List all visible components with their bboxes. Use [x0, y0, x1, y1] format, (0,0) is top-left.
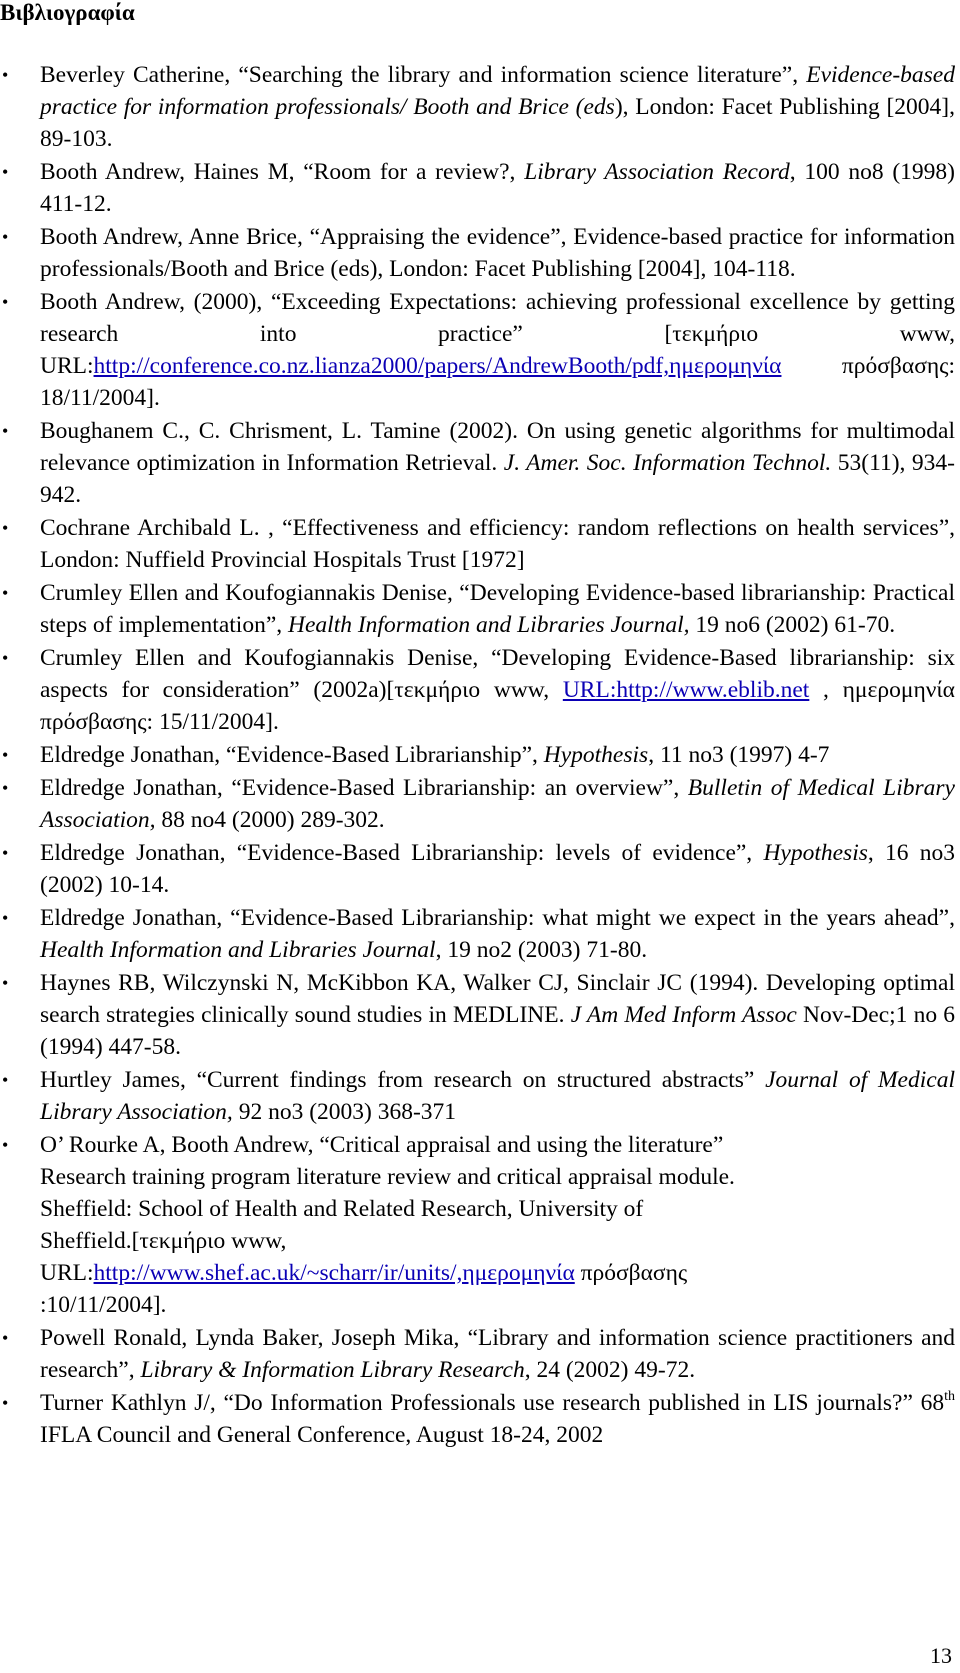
reference-text: , 24 (2002) 49-72.: [524, 1357, 696, 1383]
reference-item: [0, 59, 955, 155]
bullet-icon: •: [2, 745, 9, 765]
bibliography-list: [0, 59, 955, 1452]
reference-text: Crumley Ellen and Koufogiannakis Denise, “Developing Evidence-Based librarianship: six aspects for consideration” (2002a)[τεκμήριο www,: [40, 645, 955, 703]
reference-text: , 11 no3 (1997) 4-7: [648, 742, 830, 768]
reference-item: [0, 837, 955, 901]
reference-text: 19 no6 (2002) 61-70.: [689, 612, 896, 638]
reference-text: 88 no4 (2000) 289-302.: [155, 807, 385, 833]
reference-text: Eldredge Jonathan, “Evidence-Based Librarianship: levels of evidence”,: [40, 840, 764, 866]
reference-italic-text: J Am Med Inform Assoc: [570, 1002, 797, 1028]
bullet-icon: •: [2, 1135, 9, 1155]
reference-italic-text: Evidence-based practice for information professionals/ Booth and Brice (eds: [40, 62, 955, 120]
reference-italic-text: Hypothesis: [543, 742, 649, 768]
reference-item: [0, 967, 955, 1063]
reference-text: Turner Kathlyn J/, “Do Information Professionals use research published in LIS journals?” 68: [40, 1390, 945, 1416]
reference-text: Booth Andrew, (2000), “Exceeding Expectations: achieving professional excellence by getting research into practice” [τεκμήριο www, URL:: [40, 289, 955, 379]
bullet-icon: •: [2, 65, 9, 85]
bullet-icon: •: [2, 518, 9, 538]
reference-text: Haynes RB, Wilczynski N, McKibbon KA, Walker CJ, Sinclair JC (1994). Developing optimal search strategies clinically sound studies in MEDLINE.: [40, 970, 955, 1028]
reference-italic-text: Library Association Record: [524, 159, 790, 185]
reference-text: IFLA Council and General Conference, August 18-24, 2002: [40, 1422, 604, 1448]
reference-italic-text: J. Amer. Soc. Information Technol.: [503, 450, 832, 476]
reference-item: [0, 1129, 955, 1321]
reference-italic-text: Bulletin of Medical Library Association,: [40, 775, 955, 833]
reference-text: Booth Andrew, Haines M, “Room for a review?,: [40, 159, 525, 185]
reference-text: Research training program literature review and critical appraisal module.: [40, 1164, 735, 1190]
reference-text: Nov-Dec;1 no 6 (1994) 447-58.: [40, 1002, 955, 1060]
reference-item: [0, 1064, 955, 1128]
reference-text: πρόσβασης: [574, 1260, 688, 1286]
reference-text: ), London: Facet Publishing [2004], 89-103.: [40, 94, 955, 152]
reference-link[interactable]: http://www.shef.ac.uk/~scharr/ir/units/,ημερομηνία: [93, 1260, 575, 1286]
reference-text: , 100 no8 (1998) 411-12.: [40, 159, 956, 217]
reference-italic-text: Hypothesis: [763, 840, 868, 866]
reference-link[interactable]: http://conference.co.nz.lianza2000/papers/AndrewBooth/pdf,ημερομηνία: [93, 353, 782, 379]
reference-text: Powell Ronald, Lynda Baker, Joseph Mika, “Library and information science practitioners and research”,: [40, 1325, 955, 1383]
reference-text: Boughanem C., C. Chrisment, L. Tamine (2002). On using genetic algorithms for multimodal relevance optimization in Information Retrieval.: [40, 418, 955, 476]
reference-italic-text: Health Information and Libraries Journal,: [288, 612, 690, 638]
bullet-icon: •: [2, 292, 9, 312]
reference-text: πρόσβασης: 18/11/2004].: [40, 353, 955, 411]
bullet-icon: •: [2, 583, 9, 603]
page-number: 13: [930, 1643, 952, 1668]
reference-item: [0, 577, 955, 641]
bullet-icon: •: [2, 908, 9, 928]
reference-item: [0, 739, 955, 771]
reference-text: Eldredge Jonathan, “Evidence-Based Librarianship: an overview”,: [40, 775, 688, 801]
reference-text: O’ Rourke A, Booth Andrew, “Critical appraisal and using the literature”: [40, 1132, 724, 1158]
reference-text: Crumley Ellen and Koufogiannakis Denise, “Developing Evidence-based librarianship: Practical steps of implementation”,: [40, 580, 955, 638]
page-heading: Βιβλιογραφία: [0, 0, 135, 25]
reference-text: Sheffield.[τεκμήριο www,: [40, 1228, 287, 1254]
bullet-icon: •: [2, 1070, 9, 1090]
reference-italic-text: Library & Information Library Research: [140, 1357, 525, 1383]
reference-text: , ημερομηνία πρόσβασης: 15/11/2004].: [40, 677, 955, 735]
reference-text: Eldredge Jonathan, “Evidence-Based Librarianship”,: [40, 742, 544, 768]
reference-text: URL:: [40, 1260, 94, 1286]
reference-item: [0, 902, 955, 966]
reference-item: [0, 512, 955, 576]
reference-item: [0, 156, 955, 220]
reference-item: [0, 642, 955, 738]
reference-italic-text: Health Information and Libraries Journal: [40, 937, 436, 963]
reference-text: , 19 no2 (2003) 71-80.: [435, 937, 648, 963]
reference-text: Booth Andrew, Anne Brice, “Appraising the evidence”, Evidence-based practice for information professionals/Booth and Brice (eds), London: Facet Publishing [2004], 104-118.: [40, 224, 955, 282]
reference-text: Sheffield: School of Health and Related Research, University of: [40, 1196, 644, 1222]
bullet-icon: •: [2, 227, 9, 247]
bullet-icon: •: [2, 778, 9, 798]
reference-text: Eldredge Jonathan, “Evidence-Based Librarianship: what might we expect in the years ahead”,: [40, 905, 955, 931]
reference-text: Beverley Catherine, “Searching the library and information science literature”,: [40, 62, 807, 88]
reference-text: Cochrane Archibald L. , “Effectiveness and efficiency: random reflections on health services”, London: Nuffield Provincial Hospitals Trust [1972]: [40, 515, 955, 573]
reference-text: 92 no3 (2003) 368-371: [232, 1099, 457, 1125]
reference-item: [0, 415, 955, 511]
superscript-text: th: [944, 1389, 955, 1404]
bullet-icon: •: [2, 843, 9, 863]
reference-italic-text: Journal of Medical Library Association,: [40, 1067, 955, 1125]
reference-text: , 16 no3 (2002) 10-14.: [40, 840, 956, 898]
reference-item: [0, 1322, 955, 1386]
bullet-icon: •: [2, 162, 9, 182]
reference-text: Hurtley James, “Current findings from research on structured abstracts”: [40, 1067, 766, 1093]
reference-text: 53(11), 934-942.: [40, 450, 955, 508]
reference-item: [0, 286, 955, 414]
bullet-icon: •: [2, 421, 9, 441]
reference-text: :10/11/2004].: [40, 1292, 167, 1318]
bullet-icon: •: [2, 973, 9, 993]
reference-link[interactable]: URL:http://www.eblib.net: [562, 677, 810, 703]
bullet-icon: •: [2, 1328, 9, 1348]
bullet-icon: •: [2, 648, 9, 668]
bullet-icon: •: [2, 1393, 9, 1413]
reference-item: [0, 772, 955, 836]
reference-item: [0, 221, 955, 285]
reference-item: [0, 1387, 955, 1451]
